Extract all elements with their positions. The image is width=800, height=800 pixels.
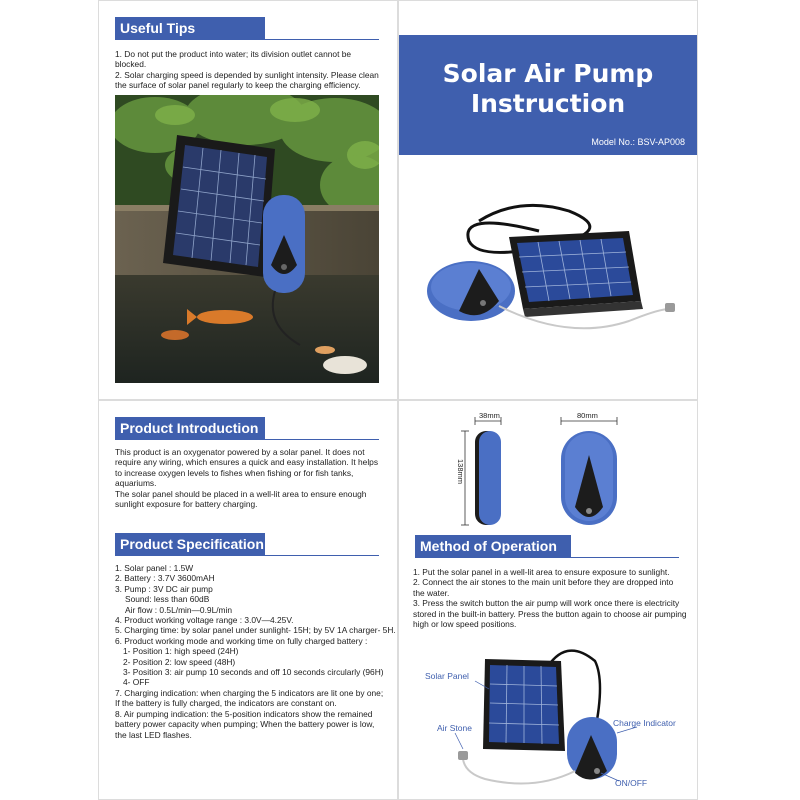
width-label: 80mm bbox=[577, 411, 598, 420]
model-label: Model No.: bbox=[591, 137, 635, 147]
cover-page bbox=[398, 0, 698, 400]
method-line: high or low speed positions. bbox=[413, 619, 517, 630]
on-off-label: ON/OFF bbox=[615, 778, 648, 788]
tips-list bbox=[115, 49, 383, 91]
introduction-text bbox=[115, 447, 385, 509]
specification-list bbox=[115, 563, 396, 740]
heading-rule bbox=[115, 555, 379, 556]
spec-line: battery power capacity when pumping; When the battery power is low, bbox=[115, 719, 375, 730]
product-photo bbox=[419, 191, 679, 361]
spec-line: 2. Battery : 3.7V 3600mAH bbox=[115, 573, 215, 584]
pump-front-view bbox=[561, 431, 617, 525]
method-line: stored in the built-in battery. Press the button again to choose air pumping bbox=[413, 608, 687, 619]
method-of-operation-heading: Method of Operation bbox=[415, 535, 571, 557]
useful-tips-heading: Useful Tips bbox=[115, 17, 265, 39]
method-list bbox=[413, 567, 687, 629]
spec-line: If the battery is fully charged, the indicators are constant on. bbox=[115, 698, 337, 709]
page-title bbox=[399, 59, 697, 119]
height-label: 138mm bbox=[456, 459, 465, 485]
heading-rule bbox=[115, 439, 379, 440]
operation-page bbox=[398, 400, 698, 800]
text-line: The solar panel should be placed in a well-lit area to ensure enough bbox=[115, 488, 367, 499]
air-pump-icon bbox=[427, 261, 515, 321]
text-line: sunlight exposure for battery charging. bbox=[115, 499, 258, 510]
model-number bbox=[591, 137, 685, 147]
pond-photo bbox=[115, 95, 379, 383]
spec-line: 3- Position 3: air pump 10 seconds and off 10 seconds circularly (96H) bbox=[123, 667, 384, 678]
spec-line: 8. Air pumping indication: the 5-position indicators show the remained bbox=[115, 708, 373, 719]
spec-line: Air flow : 0.5L/min—0.9L/min bbox=[125, 604, 233, 615]
heading-rule bbox=[415, 557, 679, 558]
text-line: This product is an oxygenator powered by a solar panel. It does not bbox=[115, 447, 365, 457]
charge-indicator-label: Charge Indicator bbox=[613, 718, 676, 728]
air-stone-icon bbox=[458, 751, 468, 760]
method-line: 2. Connect the air stones to the main unit before they are dropped into bbox=[413, 577, 674, 588]
spec-line: 4. Product working voltage range : 3.0V—4.25V. bbox=[115, 615, 294, 626]
product-introduction-heading: Product Introduction bbox=[115, 417, 265, 439]
air-stone-label: Air Stone bbox=[437, 723, 472, 733]
dimension-diagram bbox=[429, 411, 669, 531]
depth-label: 38mm bbox=[479, 411, 500, 420]
product-specification-heading: Product Specification bbox=[115, 533, 265, 555]
specification-page bbox=[98, 400, 398, 800]
method-line: 1. Put the solar panel in a well-lit area to ensure exposure to sunlight. bbox=[413, 567, 670, 577]
spec-line: 2- Position 2: low speed (48H) bbox=[123, 656, 236, 667]
solar-panel-icon bbox=[163, 135, 275, 277]
method-line: the water. bbox=[413, 587, 450, 598]
useful-tips-page bbox=[98, 0, 398, 400]
operation-diagram bbox=[425, 641, 687, 791]
spec-line: 1. Solar panel : 1.5W bbox=[115, 563, 194, 573]
spec-line: 1- Position 1: high speed (24H) bbox=[123, 646, 239, 657]
heading-rule bbox=[115, 39, 379, 40]
text-line: require any wiring, which ensures a quick and easy installation. It helps bbox=[115, 457, 379, 468]
model-value: BSV-AP008 bbox=[637, 137, 685, 147]
method-line: 3. Press the switch button the air pump will work once there is electricity bbox=[413, 598, 680, 609]
spec-line: 7. Charging indication: when charging the 5 indicators are lit one by one; bbox=[115, 687, 384, 698]
spec-line: 5. Charging time: by solar panel under sunlight- 15H; by 5V 1A charger- 5H. bbox=[115, 625, 396, 636]
title-line: Solar Air Pump bbox=[442, 59, 654, 88]
spec-line: Sound: less than 60dB bbox=[125, 594, 210, 605]
spec-line: the last LED flashes. bbox=[115, 729, 192, 740]
spec-line: 4- OFF bbox=[123, 677, 150, 688]
solar-panel-icon bbox=[483, 659, 565, 751]
spec-line: 3. Pump : 3V DC air pump bbox=[115, 583, 213, 594]
tip-line: 2. Solar charging speed is depended by sunlight intensity. Please clean bbox=[115, 69, 379, 80]
spec-line: 6. Product working mode and working time on fully charged battery : bbox=[115, 635, 368, 646]
tip-line: the surface of solar panel regularly to keep the charging efficiency. bbox=[115, 80, 361, 91]
solar-panel-icon bbox=[509, 231, 643, 317]
tip-line: 1. Do not put the product into water; its division outlet cannot be blocked. bbox=[115, 49, 352, 70]
text-line: to increase oxygen levels to fishes when fishing or for fish tanks, aquariums. bbox=[115, 467, 354, 489]
title-line: Instruction bbox=[470, 89, 626, 118]
solar-panel-label: Solar Panel bbox=[425, 671, 469, 681]
pump-side-view bbox=[475, 431, 501, 525]
